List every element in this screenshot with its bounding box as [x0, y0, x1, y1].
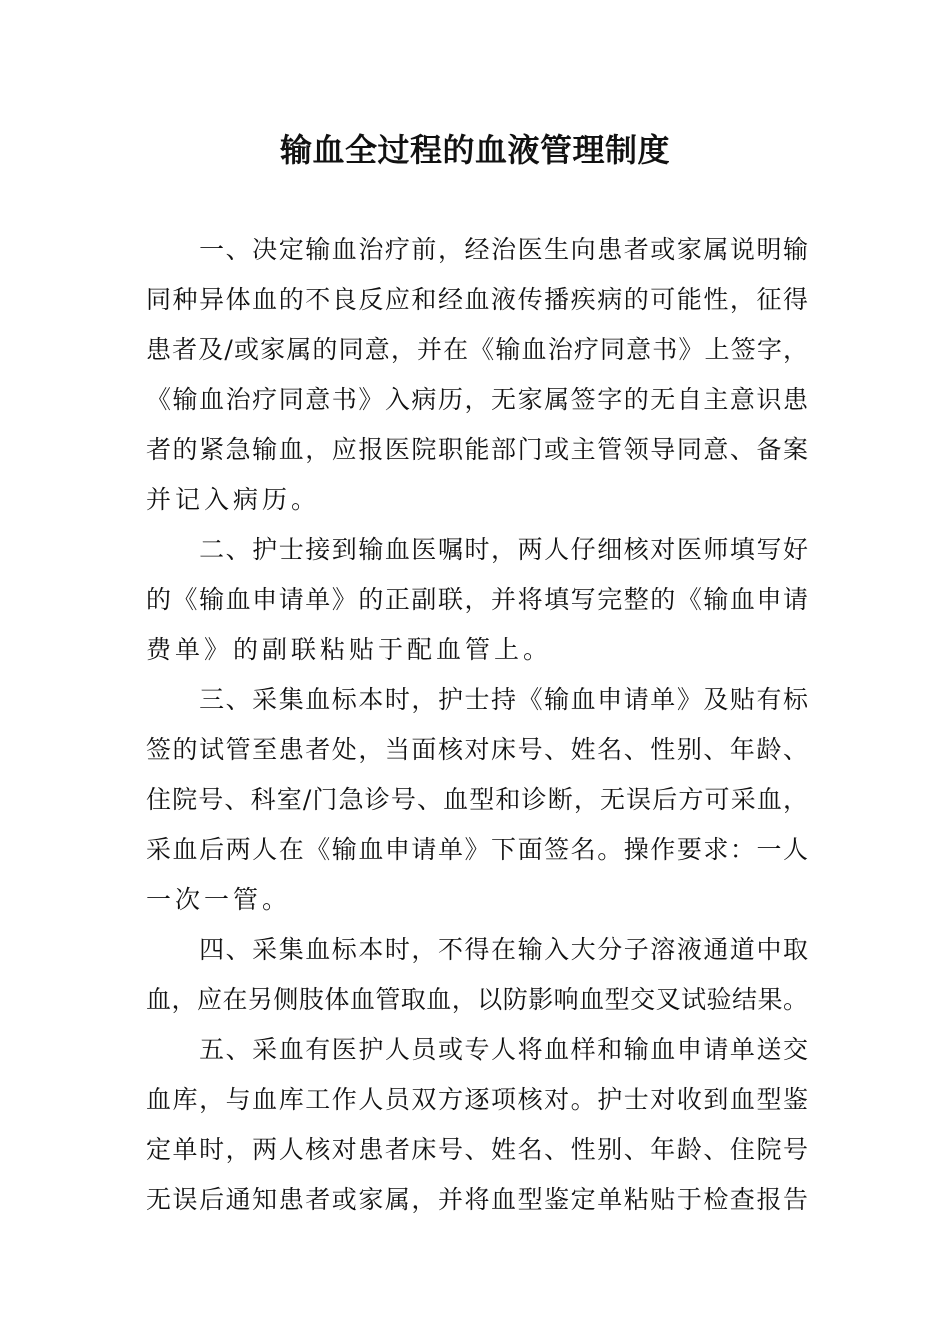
text-line: 同种异体血的不良反应和经血液传播疾病的可能性，征得: [146, 285, 808, 314]
text-line: 无误后通知患者或家属，并将血型鉴定单粘贴于检查报告: [146, 1185, 808, 1214]
text-line: 一、决定输血治疗前，经治医生向患者或家属说明输: [146, 235, 808, 264]
text-line: 五、采血有医护人员或专人将血样和输血申请单送交: [146, 1035, 808, 1064]
text-line: 血库，与血库工作人员双方逐项核对。护士对收到血型鉴: [146, 1085, 808, 1114]
text-line: 住院号、科室/门急诊号、血型和诊断，无误后方可采血，: [146, 785, 808, 814]
document-title: 输血全过程的血液管理制度: [279, 131, 670, 169]
text-line: 者的紧急输血，应报医院职能部门或主管领导同意、备案: [146, 435, 808, 464]
text-line: 二、护士接到输血医嘱时，两人仔细核对医师填写好: [146, 535, 808, 564]
text-line: 定单时，两人核对患者床号、姓名、性别、年龄、住院号: [146, 1135, 808, 1164]
text-line: 签的试管至患者处，当面核对床号、姓名、性别、年龄、: [146, 735, 808, 764]
text-line: 采血后两人在《输血申请单》下面签名。操作要求：一人: [146, 835, 808, 864]
text-line: 一次一管。: [146, 885, 292, 914]
text-line: 并记入病历。: [146, 485, 321, 514]
text-line: 患者及/或家属的同意，并在《输血治疗同意书》上签字，: [146, 335, 808, 364]
text-line: 的《输血申请单》的正副联，并将填写完整的《输血申请: [146, 585, 808, 614]
text-line: 《输血治疗同意书》入病历，无家属签字的无自主意识患: [146, 385, 808, 414]
text-line: 血，应在另侧肢体血管取血，以防影响血型交叉试验结果。: [146, 985, 808, 1014]
text-line: 四、采集血标本时，不得在输入大分子溶液通道中取: [146, 935, 808, 964]
text-line: 三、采集血标本时，护士持《输血申请单》及贴有标: [146, 685, 808, 714]
text-line: 费单》的副联粘贴于配血管上。: [146, 635, 553, 664]
